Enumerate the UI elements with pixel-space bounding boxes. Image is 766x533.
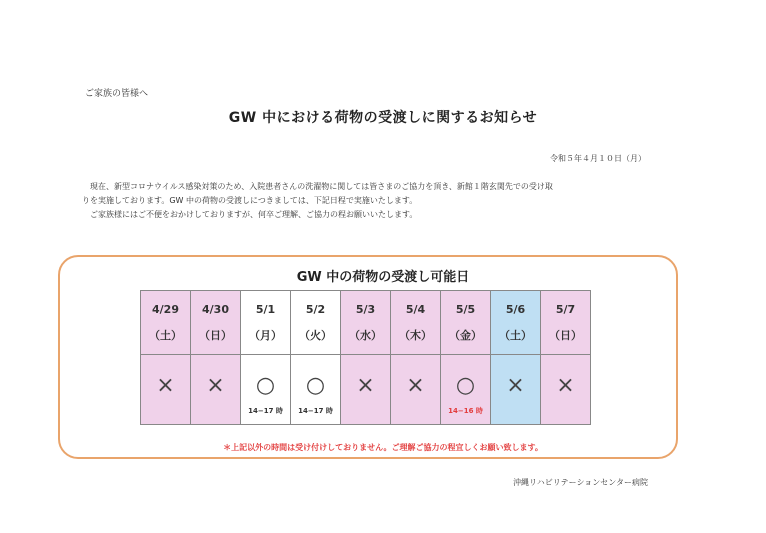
paragraph-line: りを実施しております。GW 中の荷物の受渡しにつきましては、下記日程で実施いたします。 xyxy=(82,196,418,205)
day-weekday: （日） xyxy=(199,328,232,342)
availability-mark: × xyxy=(406,372,425,398)
day-header-cell xyxy=(541,291,591,355)
paragraph-line: 現在、新型コロナウイルス感染対策のため、入院患者さんの洗濯物に関しては皆さまのご協力を頂き、新館１階玄関先での受け取 xyxy=(90,182,553,191)
document-title: GW 中における荷物の受渡しに関するお知らせ xyxy=(228,110,538,126)
availability-mark: ○ xyxy=(305,372,326,398)
day-header-cell xyxy=(491,291,541,355)
availability-mark: ○ xyxy=(255,372,276,398)
day-header-cell xyxy=(291,291,341,355)
day-header-cell xyxy=(241,291,291,355)
day-header-cell xyxy=(191,291,241,355)
availability-cell xyxy=(541,355,591,425)
day-date: 5/5 xyxy=(455,302,476,316)
availability-cell xyxy=(491,355,541,425)
day-weekday: （月） xyxy=(249,328,282,342)
availability-cell xyxy=(291,355,341,425)
day-header-cell xyxy=(341,291,391,355)
day-header-cell xyxy=(441,291,491,355)
day-weekday: （日） xyxy=(549,328,582,342)
schedule-title: GW 中の荷物の受渡し可能日 xyxy=(296,270,470,285)
body-text xyxy=(82,180,652,222)
day-date: 5/4 xyxy=(405,302,426,316)
day-weekday: （水） xyxy=(349,328,382,342)
greeting: ご家族の皆様へ xyxy=(85,89,149,99)
day-date: 5/6 xyxy=(505,302,526,316)
availability-cell xyxy=(191,355,241,425)
availability-cell xyxy=(441,355,491,425)
day-date: 4/30 xyxy=(202,302,229,316)
availability-mark: × xyxy=(356,372,375,398)
schedule-header-row xyxy=(141,291,591,355)
day-date: 4/29 xyxy=(152,302,179,316)
availability-mark: × xyxy=(506,372,525,398)
availability-cell xyxy=(341,355,391,425)
schedule-table xyxy=(140,290,591,425)
day-weekday: （金） xyxy=(449,328,482,342)
schedule-mark-row xyxy=(141,355,591,425)
day-weekday: （木） xyxy=(399,328,432,342)
hospital-name: 沖縄リハビリテーションセンター病院 xyxy=(513,478,648,487)
availability-cell xyxy=(241,355,291,425)
day-header-cell xyxy=(391,291,441,355)
availability-mark: × xyxy=(556,372,575,398)
day-date: 5/7 xyxy=(555,302,576,316)
day-weekday: （土） xyxy=(149,328,182,342)
day-weekday: （火） xyxy=(299,328,332,342)
notice-text: ＊上記以外の時間は受け付けしておりません。ご理解ご協力の程宜しくお願い致します。 xyxy=(223,443,543,452)
hours-label: 14−17 時 xyxy=(298,407,333,415)
day-date: 5/2 xyxy=(305,302,326,316)
availability-cell xyxy=(141,355,191,425)
hours-label: 14−17 時 xyxy=(248,407,283,415)
day-date: 5/3 xyxy=(355,302,376,316)
day-date: 5/1 xyxy=(255,302,276,316)
paragraph-line: ご家族様にはご不便をおかけしておりますが、何卒ご理解、ご協力の程お願いいたします。 xyxy=(90,210,418,219)
availability-mark: × xyxy=(156,372,175,398)
day-weekday: （土） xyxy=(499,328,532,342)
availability-mark: × xyxy=(206,372,225,398)
availability-cell xyxy=(391,355,441,425)
document-date: 令和５年４月１０日（月） xyxy=(550,154,646,163)
day-header-cell xyxy=(141,291,191,355)
availability-mark: ○ xyxy=(455,372,476,398)
hours-label: 14−16 時 xyxy=(448,407,483,415)
